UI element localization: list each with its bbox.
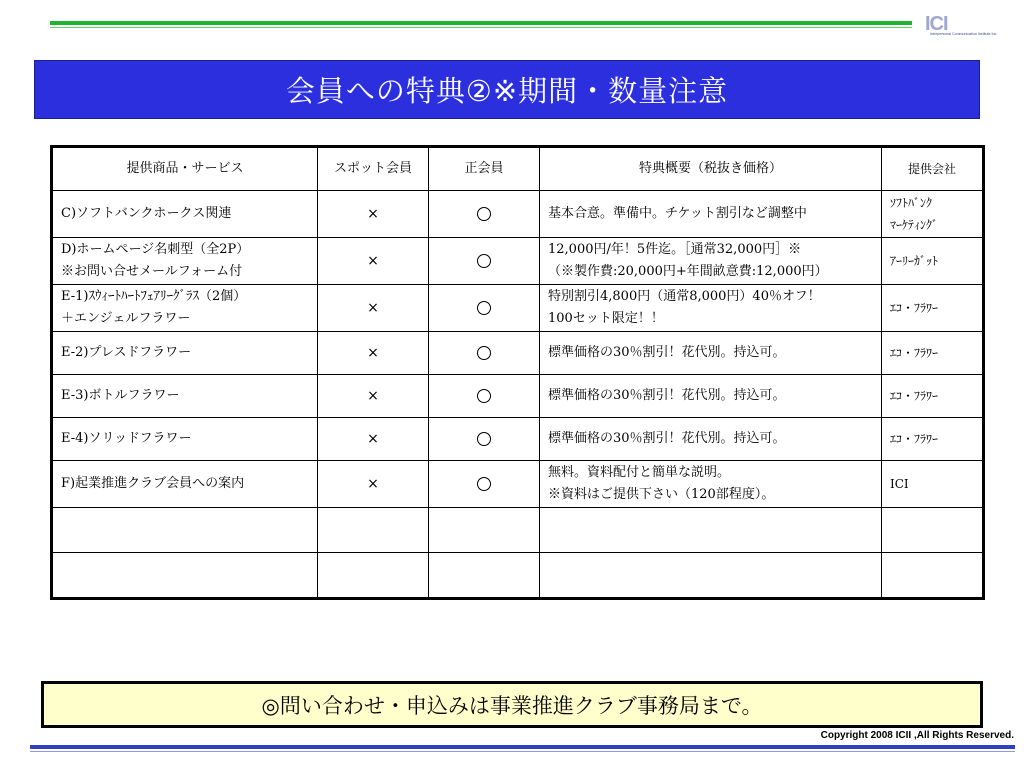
cell-spot-member xyxy=(318,553,429,599)
cell-provider-line: ｴｺ・ﾌﾗﾜｰ xyxy=(890,301,939,315)
cell-benefit-summary-line: （※製作費:20,000円+年間畝意費:12,000円） xyxy=(548,264,828,279)
cell-provider-line: ﾏｰｹﾃｨﾝｸﾞ xyxy=(890,218,939,232)
header-spot-member: スポット会員 xyxy=(318,147,429,191)
contact-notice xyxy=(41,681,983,728)
cell-product-line: ＋エンジェルフラワー xyxy=(61,311,191,326)
ici-logo xyxy=(925,14,1017,38)
cell-product-line: E-4)ソリッドフラワー xyxy=(61,431,192,446)
circle-mark-icon xyxy=(477,301,491,315)
cell-regular-member xyxy=(429,375,540,418)
top-green-rule xyxy=(50,21,912,25)
cell-benefit-summary xyxy=(540,332,882,375)
cell-spot-member xyxy=(318,508,429,553)
cell-spot-member xyxy=(318,238,429,285)
cell-provider-line: ｴｺ・ﾌﾗﾜｰ xyxy=(890,346,939,360)
cell-product-line: F)起業推進クラブ会員への案内 xyxy=(61,476,245,491)
logo-mark: ICI xyxy=(925,13,948,35)
bottom-blue-rule xyxy=(30,745,1015,749)
cell-product xyxy=(52,285,318,332)
table-row xyxy=(52,553,984,599)
cross-mark: × xyxy=(367,475,379,492)
cross-mark: × xyxy=(367,430,379,447)
contact-notice-text: ◎問い合わせ・申込みは事業推進クラブ事務局まで。 xyxy=(261,693,763,718)
cell-provider xyxy=(882,238,984,285)
cell-provider xyxy=(882,418,984,461)
cell-benefit-summary xyxy=(540,191,882,238)
cell-product-line: ※お問い合せメールフォーム付 xyxy=(61,264,243,279)
table-row xyxy=(52,375,984,418)
cell-benefit-summary-line: 標準価格の30％割引！花代別。持込可。 xyxy=(548,431,786,446)
cell-product-line: E-1)ｽｳｨｰﾄﾊｰﾄﾌｪｱﾘｰｸﾞﾗｽ（2個） xyxy=(61,289,247,304)
cell-provider-line: ｱｰﾘｰｶﾞｯﾄ xyxy=(890,254,939,268)
cell-provider xyxy=(882,285,984,332)
cell-product xyxy=(52,508,318,553)
cell-spot-member xyxy=(318,191,429,238)
header-benefit-summary: 特典概要（税抜き価格） xyxy=(540,147,882,191)
cross-mark: × xyxy=(367,299,379,316)
circle-mark-icon xyxy=(477,432,491,446)
cross-mark: × xyxy=(367,387,379,404)
header-product: 提供商品・サービス xyxy=(52,147,318,191)
cell-benefit-summary-line: 12,000円/年！5件迄。［通常32,000円］※ xyxy=(548,242,802,257)
cell-regular-member xyxy=(429,285,540,332)
cell-spot-member xyxy=(318,375,429,418)
cell-benefit-summary xyxy=(540,553,882,599)
cross-mark: × xyxy=(367,344,379,361)
slide-title: 会員への特典②※期間・数量注意 xyxy=(285,74,729,108)
cell-provider xyxy=(882,461,984,508)
circle-mark-icon xyxy=(477,389,491,403)
cell-provider-line: ｴｺ・ﾌﾗﾜｰ xyxy=(890,432,939,446)
circle-mark-icon xyxy=(477,254,491,268)
cell-provider-line: ｿﾌﾄﾊﾞﾝｸ xyxy=(890,196,933,210)
cell-benefit-summary-line: 基本合意。準備中。チケット割引など調整中 xyxy=(548,206,807,221)
cell-regular-member xyxy=(429,418,540,461)
cross-mark: × xyxy=(367,205,379,222)
table-row xyxy=(52,238,984,285)
cell-product xyxy=(52,191,318,238)
cell-spot-member xyxy=(318,285,429,332)
bottom-blue-rule-thin xyxy=(30,751,1015,752)
cell-spot-member xyxy=(318,418,429,461)
cell-regular-member xyxy=(429,238,540,285)
cell-product-line: D)ホームページ名刺型（全2P） xyxy=(61,242,250,257)
slide-title-band xyxy=(34,60,980,119)
benefits-table xyxy=(50,145,985,600)
table-header-row xyxy=(52,147,984,191)
cell-product xyxy=(52,553,318,599)
cell-product xyxy=(52,332,318,375)
cell-benefit-summary-line: 無料。資料配付と簡単な説明。 xyxy=(548,465,731,480)
cell-regular-member xyxy=(429,461,540,508)
table-row xyxy=(52,418,984,461)
cell-regular-member xyxy=(429,332,540,375)
cell-product-line: E-3)ボトルフラワー xyxy=(61,388,180,403)
circle-mark-icon xyxy=(477,477,491,491)
table-row xyxy=(52,461,984,508)
table-row xyxy=(52,285,984,332)
cell-provider xyxy=(882,191,984,238)
cell-product xyxy=(52,375,318,418)
cell-provider-line: ｴｺ・ﾌﾗﾜｰ xyxy=(890,389,939,403)
cell-product-line: C)ソフトバンクホークス関連 xyxy=(61,206,232,221)
cross-mark: × xyxy=(367,252,379,269)
circle-mark-icon xyxy=(477,346,491,360)
cell-benefit-summary-line: 標準価格の30％割引！花代別。持込可。 xyxy=(548,388,786,403)
cell-spot-member xyxy=(318,332,429,375)
cell-provider xyxy=(882,375,984,418)
table-body xyxy=(52,191,984,599)
table-row xyxy=(52,191,984,238)
cell-provider xyxy=(882,508,984,553)
header-regular-member: 正会員 xyxy=(429,147,540,191)
logo-subtitle: Interpersonal Communication Institute Inc. xyxy=(930,32,998,36)
cell-benefit-summary-line: 標準価格の30％割引！花代別。持込可。 xyxy=(548,345,786,360)
cell-regular-member xyxy=(429,508,540,553)
table-row xyxy=(52,332,984,375)
cell-product-line: E-2)プレスドフラワー xyxy=(61,345,192,360)
cell-benefit-summary-line: ※資料はご提供下さい（120部程度）。 xyxy=(548,487,775,502)
copyright: Copyright 2008 ICII ,All Rights Reserved. xyxy=(820,730,1014,741)
table-row xyxy=(52,508,984,553)
cell-regular-member xyxy=(429,191,540,238)
cell-benefit-summary xyxy=(540,461,882,508)
cell-benefit-summary-line: 100セット限定！！ xyxy=(548,311,664,326)
cell-provider xyxy=(882,553,984,599)
cell-spot-member xyxy=(318,461,429,508)
cell-product xyxy=(52,461,318,508)
cell-benefit-summary xyxy=(540,508,882,553)
cell-benefit-summary xyxy=(540,285,882,332)
cell-benefit-summary xyxy=(540,418,882,461)
cell-product xyxy=(52,418,318,461)
cell-benefit-summary xyxy=(540,238,882,285)
cell-regular-member xyxy=(429,553,540,599)
cell-provider-line: ICI xyxy=(890,477,909,491)
cell-benefit-summary-line: 特別割引4,800円（通常8,000円）40％オフ！ xyxy=(548,289,821,304)
circle-mark-icon xyxy=(477,207,491,221)
cell-provider xyxy=(882,332,984,375)
top-green-rule-thin xyxy=(50,27,912,28)
cell-product xyxy=(52,238,318,285)
cell-benefit-summary xyxy=(540,375,882,418)
header-provider: 提供会社 xyxy=(882,147,984,191)
